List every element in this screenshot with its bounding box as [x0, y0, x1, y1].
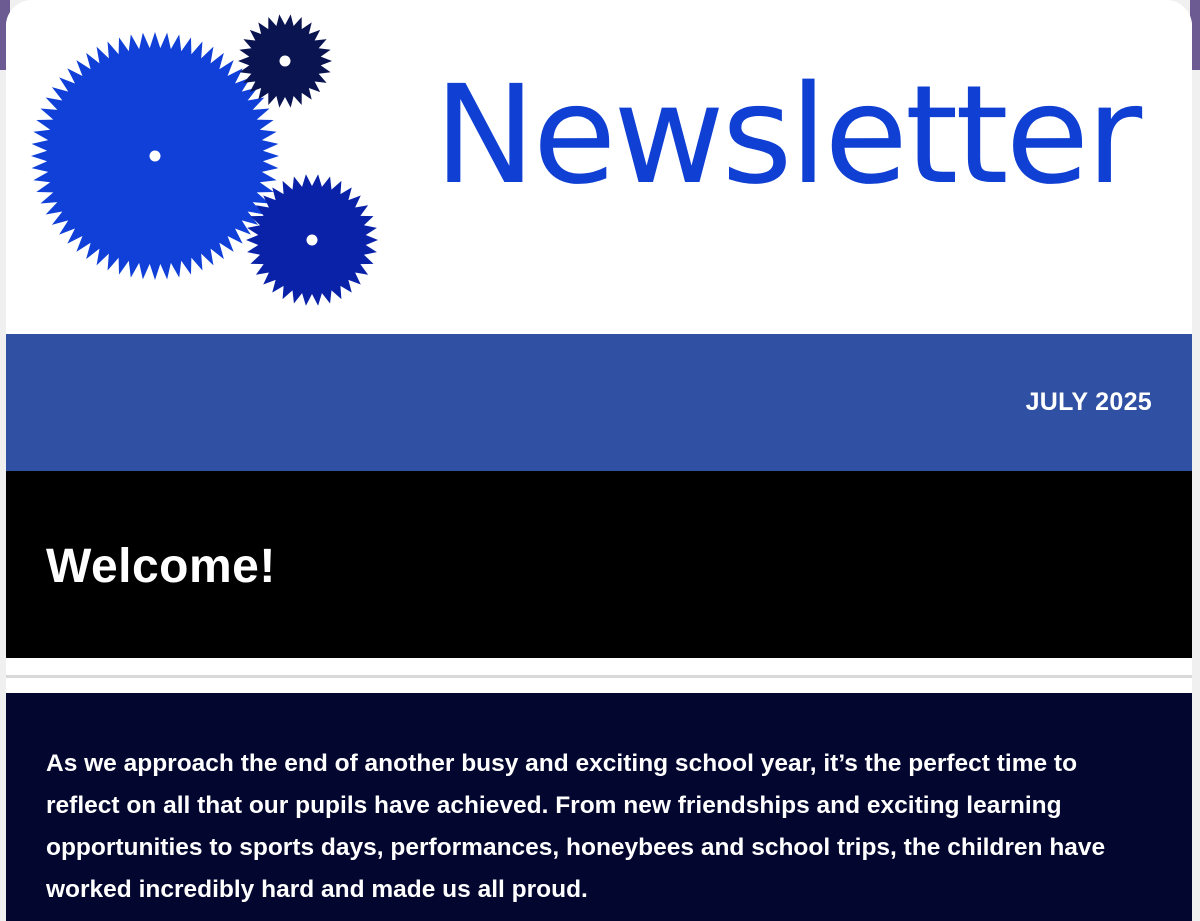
newsletter-header — [6, 0, 1192, 334]
newsletter-sheet[interactable] — [6, 0, 1192, 921]
section-divider — [6, 658, 1192, 693]
gears-icon — [6, 0, 426, 334]
date-bar — [6, 334, 1192, 471]
intro-section — [6, 693, 1192, 921]
welcome-heading: Welcome! — [46, 540, 276, 593]
welcome-section — [6, 471, 1192, 658]
newsletter-title: Newsletter — [434, 57, 1140, 215]
divider-line — [6, 675, 1192, 678]
intro-paragraph: As we approach the end of another busy and exciting school year, it’s the perfect time to reflect on all that our pupils have achieved. From new friendships and exciting learning opportunities to sports days, performances, honeybees and school trips, the children have worked incredibly hard and made us all proud. — [46, 750, 1106, 903]
issue-date: JULY 2025 — [1025, 388, 1152, 416]
